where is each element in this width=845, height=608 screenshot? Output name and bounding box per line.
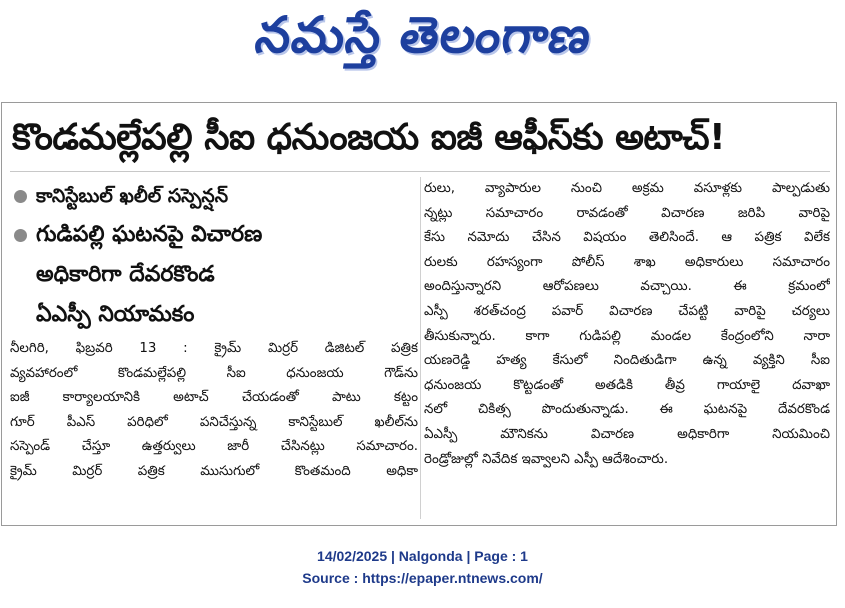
body-line: ఎస్పీ శరత్‌చంద్ర పవార్ విచారణ చేపట్టి వారిపై చర్యలు: [424, 303, 830, 319]
left-column: [10, 177, 418, 523]
masthead: [0, 0, 845, 82]
body-line: రెండ్రోజుల్లో నివేదిక ఇవ్వాలని ఎస్పీ ఆదేశించారు.: [424, 451, 669, 467]
body-line: నలో చికిత్స పొందుతున్నాడు. ఈ ఘటనపై దేవరకొండ: [424, 402, 830, 418]
body-line: రులు, వ్యాపారుల నుంచి అక్రమ వసూళ్లకు పాల్పడుతు: [424, 181, 830, 196]
body-line: తీసుకున్నారు. కాగా గుడిపల్లి మండల కేంద్రంలోని నారా: [424, 328, 830, 344]
body-line: ఏఎస్పీ మౌనికను విచారణ అధికారిగా నియమించి: [424, 426, 830, 442]
body-line: న్నట్లు సమాచారం రావడంతో విచారణ జరిపి వారిపై: [424, 205, 830, 221]
source-link[interactable]: Source : https://epaper.ntnews.com/: [302, 570, 543, 586]
body-line: సస్పెండ్ చేస్తూ ఉత్తర్వులు జారీ చేసినట్లు సమాచారం.: [10, 439, 418, 455]
edition-info: 14/02/2025 | Nalgonda | Page : 1: [317, 548, 528, 564]
body-line: వ్యవహారంలో కొండమల్లేపల్లి సీఐ ధనుంజయ గౌడ్‌ను: [10, 365, 418, 381]
masthead-logo: నమస్తే తెలంగాణ: [251, 6, 596, 64]
body-line: అందిస్తున్నారని ఆరోపణలు వచ్చాయి. ఈ క్రమంలో: [424, 279, 830, 295]
left-body-text: [10, 337, 418, 485]
body-line: గూర్ పీఎస్ పరిధిలో పనిచేస్తున్న కానిస్టేబుల్ ఖలీల్‌ను: [10, 414, 418, 430]
bullet-line: అధికారిగా దేవరకొండ: [36, 262, 215, 287]
bullet-dot-icon: [14, 190, 27, 203]
bullet-line: ఏఎస్పీ నియామకం: [36, 302, 195, 327]
bullet-point: [10, 179, 418, 213]
article-headline: కొండమల్లేపల్లి సీఐ ధనుంజయ ఐజీ ఆఫీస్‌కు అటాచ్!: [12, 117, 726, 158]
bullet-line: గుడిపల్లి ఘటనపై విచారణ: [36, 222, 263, 247]
bullet-point: [10, 215, 418, 335]
headline-divider: [10, 171, 830, 172]
body-line: నీలగిరి, ఫిబ్రవరి 13 : క్రైమ్ మిర్రర్ డిజిటల్ పత్రిక: [10, 341, 418, 356]
body-line: ధనుంజయ కొట్టడంతో అతడికి తీవ్ర గాయాలై దవాఖా: [424, 377, 830, 393]
bullet-line: కానిస్టేబుల్ ఖలీల్ సస్పెన్షన్: [36, 185, 229, 207]
body-line: రులకు రహస్యంగా పోలీస్ శాఖ అధికారులు సమాచారం: [424, 254, 830, 270]
body-line: ఐజీ కార్యాలయానికి అటాచ్ చేయడంతో పాటు కట్టం: [10, 390, 418, 406]
right-column: [424, 177, 830, 523]
news-clipping: [1, 102, 837, 526]
body-line: క్రైమ్ మిర్రర్ పత్రిక ముసుగులో కొంతమంది అధికా: [10, 463, 418, 479]
body-line: కేసు నమోదు చేసిన విషయం తెలిసిందే. ఆ పత్రిక విలేక: [424, 230, 830, 246]
column-divider: [420, 177, 421, 519]
body-line: యణరెడ్డి హత్య కేసులో నిందితుడిగా ఉన్న వ్యక్తిని సీఐ: [424, 353, 830, 369]
bullet-dot-icon: [14, 229, 27, 242]
